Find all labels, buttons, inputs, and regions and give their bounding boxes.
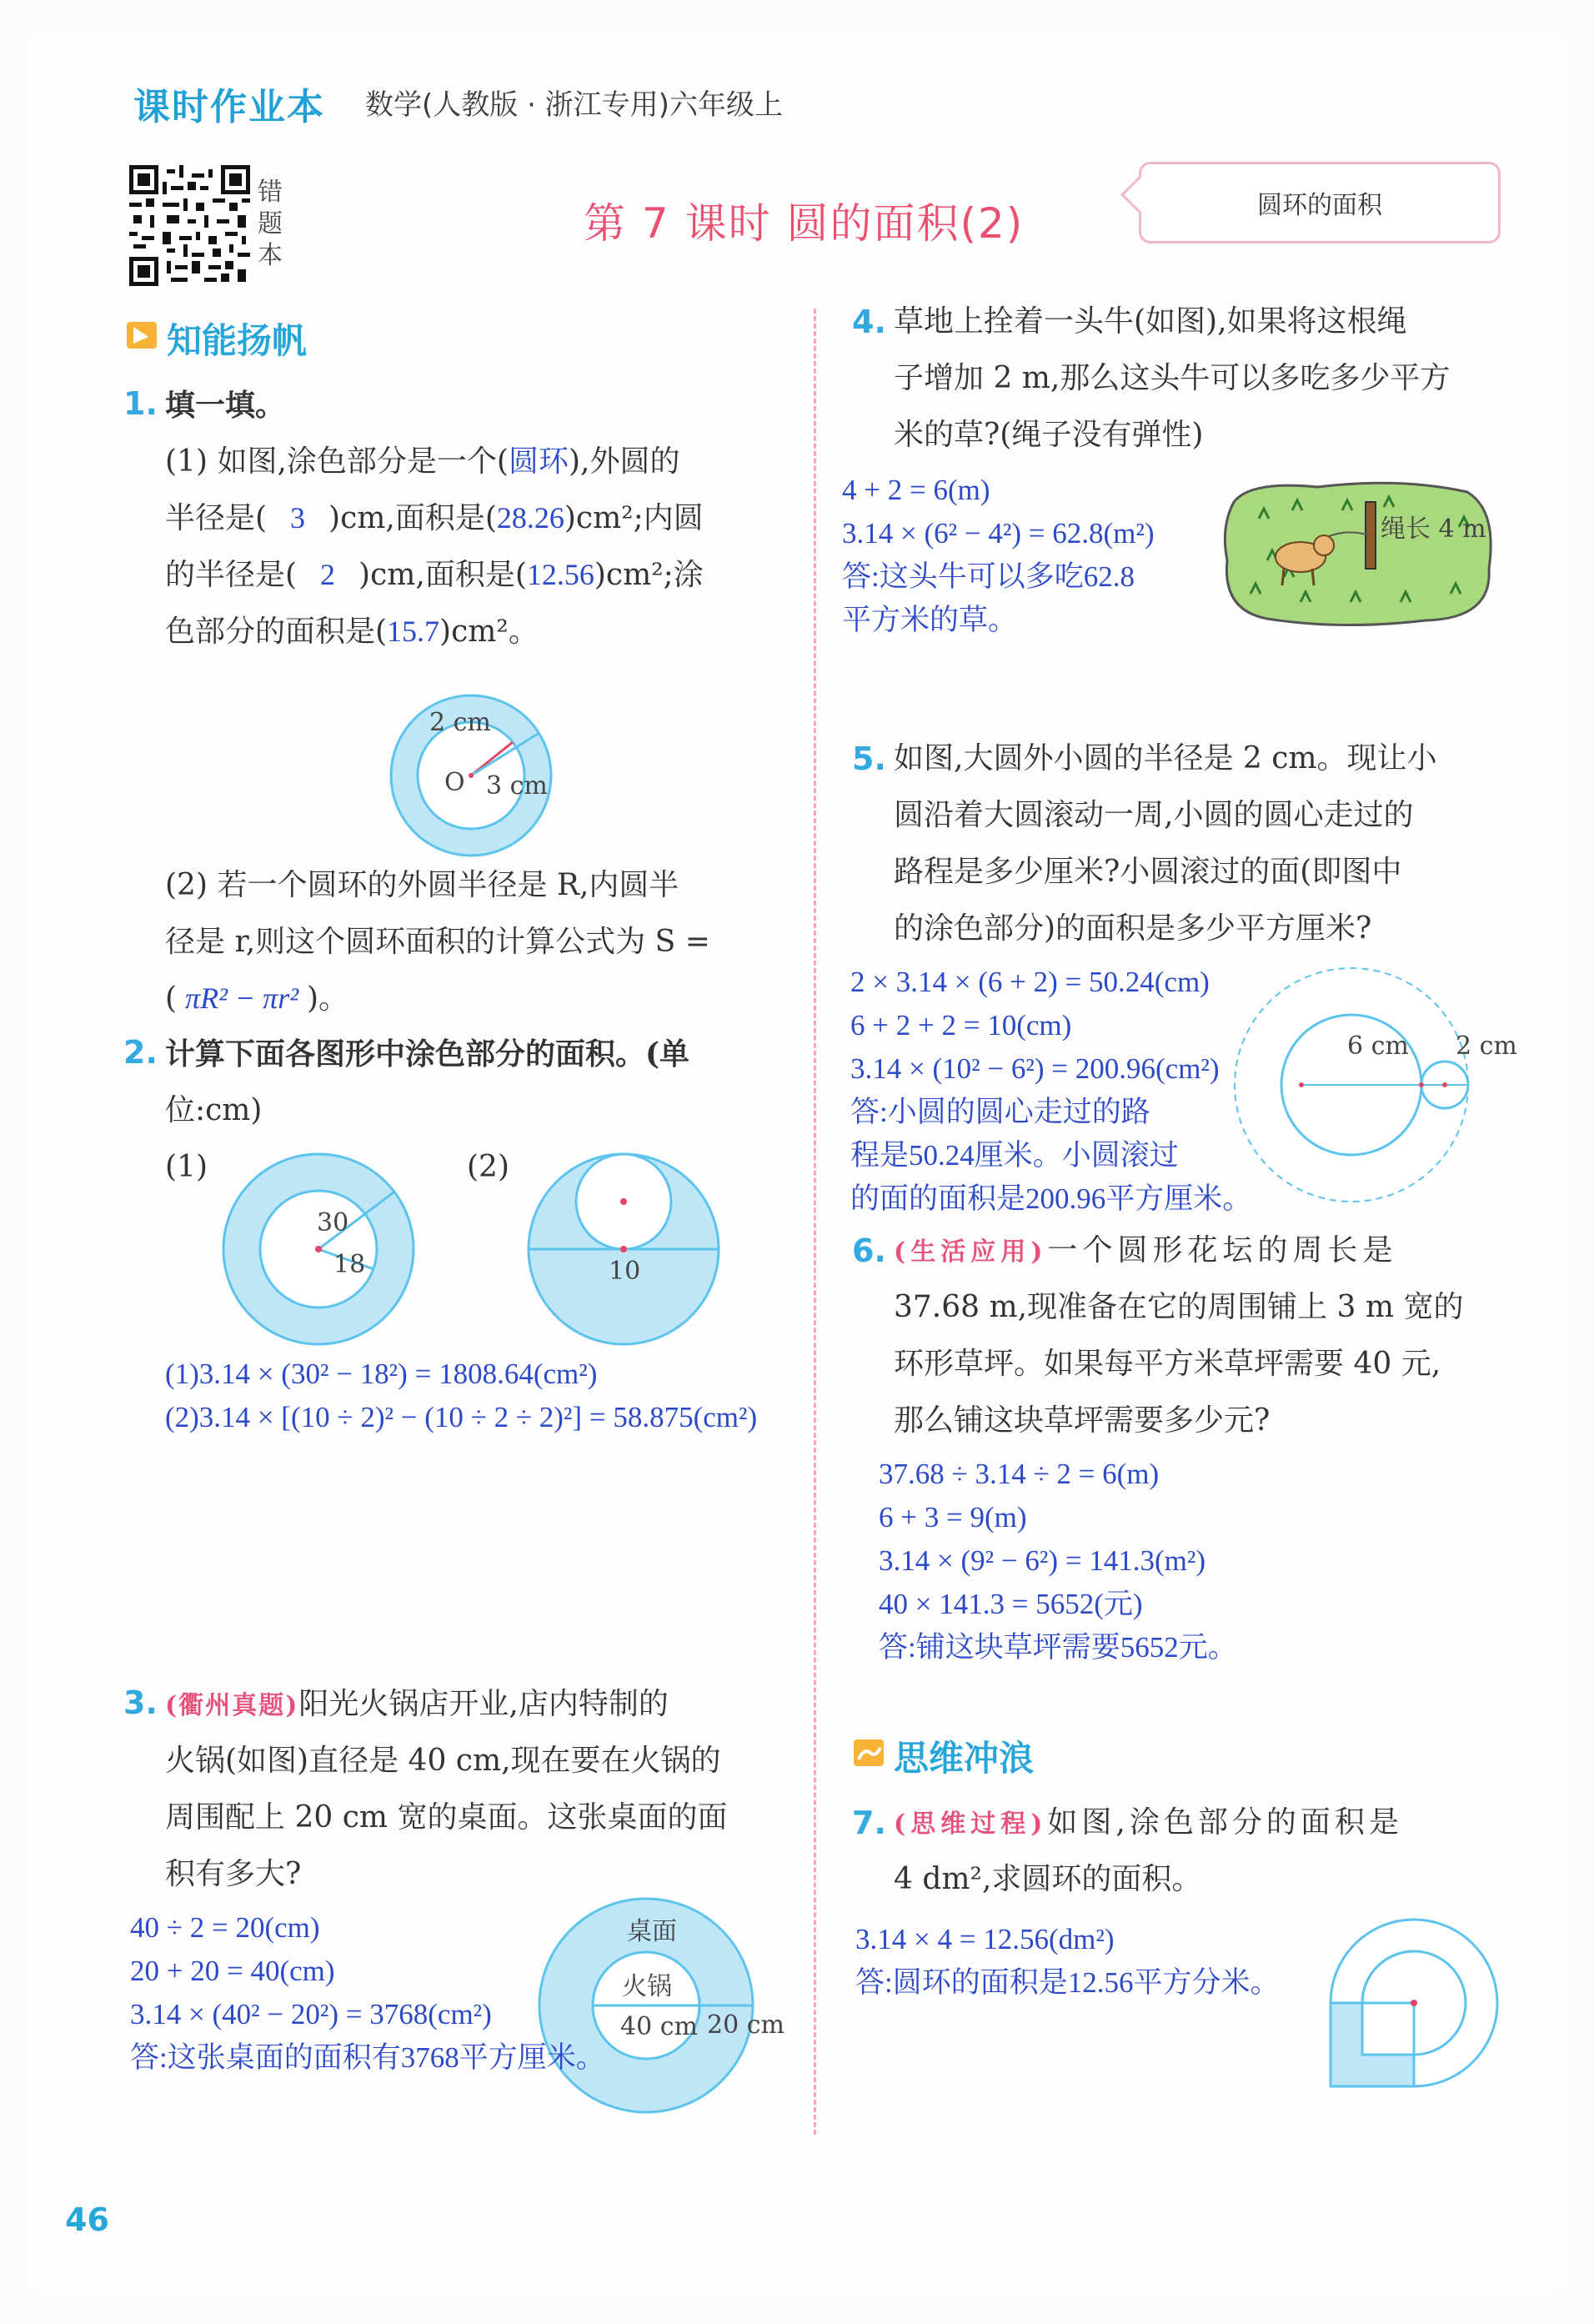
label-outer-radius: 3 cm bbox=[486, 771, 548, 801]
circle-figure-3 bbox=[524, 1149, 724, 1349]
question-6-answer-5: 答:铺这块草坪需要5652元。 bbox=[879, 1631, 1237, 1664]
question-7-line-1: (思维过程)如图,涂色部分的面积是 bbox=[894, 1805, 1403, 1840]
question-3-answer-2: 20 + 20 = 40(cm) bbox=[130, 1955, 335, 1987]
question-4-line-1: 草地上拴着一头牛(如图),如果将这根绳 bbox=[894, 304, 1407, 339]
wrong-question-book-label: 错题本 bbox=[258, 178, 283, 270]
section-title-basic: 知能扬帆 bbox=[167, 320, 308, 361]
label-inner-radius-18: 18 bbox=[333, 1250, 366, 1279]
question-3-line-4: 积有多大? bbox=[165, 1857, 302, 1891]
question-5-answer-5: 程是50.24厘米。小圆滚过 bbox=[850, 1139, 1179, 1172]
hotpot-table-figure bbox=[534, 1893, 784, 2118]
question-4-line-2: 子增加 2 m,那么这头牛可以多吃多少平方 bbox=[894, 361, 1451, 395]
question-1-number: 1. bbox=[123, 385, 158, 422]
question-6-answer-3: 3.14 × (9² − 6²) = 141.3(m²) bbox=[879, 1544, 1206, 1577]
question-6-answer-1: 37.68 ÷ 3.14 ÷ 2 = 6(m) bbox=[879, 1458, 1160, 1490]
section-wave-icon bbox=[852, 1736, 887, 1769]
question-1-part-2-line-3: ( πR² − πr² )。 bbox=[165, 981, 349, 1016]
topic-label: 圆环的面积 bbox=[1257, 191, 1382, 220]
book-subtitle: 数学(人教版 · 浙江专用)六年级上 bbox=[365, 88, 783, 122]
question-2-title-unit: 位:cm) bbox=[165, 1093, 263, 1127]
question-5-answer-3: 3.14 × (10² − 6²) = 200.96(cm²) bbox=[850, 1052, 1220, 1085]
question-3-tag: (衢州真题) bbox=[165, 1691, 299, 1720]
figure-2-tag: (2) bbox=[467, 1150, 509, 1184]
label-table: 桌面 bbox=[627, 1917, 677, 1946]
label-hotpot-diameter: 40 cm bbox=[620, 2012, 698, 2041]
topic-box bbox=[1139, 162, 1501, 243]
question-2-title: 计算下面各图形中涂色部分的面积。(单 bbox=[165, 1037, 690, 1072]
book-brand: 课时作业本 bbox=[133, 86, 325, 128]
ring-with-squares-figure bbox=[1326, 1915, 1506, 2095]
question-4-answer-2: 3.14 × (6² − 4²) = 62.8(m²) bbox=[842, 517, 1155, 550]
question-4-answer-3: 答:这头牛可以多吃62.8 bbox=[842, 560, 1135, 593]
question-1-part-2-line-1: (2) 若一个圆环的外圆半径是 R,内圆半 bbox=[165, 868, 679, 902]
question-7-line-2: 4 dm²,求圆环的面积。 bbox=[894, 1862, 1202, 1896]
question-5-answer-4: 答:小圆的圆心走过的路 bbox=[850, 1096, 1150, 1128]
question-2-number: 2. bbox=[123, 1034, 158, 1071]
question-3-line-3: 周围配上 20 cm 宽的桌面。这张桌面的面 bbox=[165, 1800, 728, 1835]
answer-outer-area: 28.26 bbox=[496, 501, 564, 535]
question-5-line-4: 的涂色部分)的面积是多少平方厘米? bbox=[894, 911, 1372, 946]
label-diameter-10: 10 bbox=[609, 1257, 641, 1286]
question-3-answer-1: 40 ÷ 2 = 20(cm) bbox=[130, 1911, 320, 1944]
question-4-line-3: 米的草?(绳子没有弹性) bbox=[894, 418, 1204, 452]
label-table-width: 20 cm bbox=[707, 2010, 784, 2040]
cow-on-grass-figure bbox=[1217, 477, 1497, 630]
question-4-number: 4. bbox=[852, 304, 886, 340]
lesson-title: 第 7 课时 圆的面积(2) bbox=[584, 199, 1025, 248]
question-6-number: 6. bbox=[852, 1232, 886, 1269]
question-5-line-3: 路程是多少厘米?小圆滚过的面(即图中 bbox=[894, 855, 1402, 889]
question-5-answer-6: 的面的面积是200.96平方厘米。 bbox=[850, 1182, 1252, 1215]
question-6-line-1: (生活应用)一个圆形花坛的周长是 bbox=[894, 1233, 1398, 1267]
label-rope-length: 绳长 4 m bbox=[1381, 514, 1486, 544]
question-7-answer-1: 3.14 × 4 = 12.56(dm²) bbox=[855, 1923, 1115, 1955]
question-6-answer-4: 40 × 141.3 = 5652(元) bbox=[879, 1588, 1143, 1620]
label-small-radius: 2 cm bbox=[1456, 1031, 1517, 1061]
question-5-number: 5. bbox=[852, 740, 886, 777]
answer-inner-radius: 2 bbox=[320, 558, 336, 591]
question-3-line-1: (衢州真题)阳光火锅店开业,店内特制的 bbox=[165, 1687, 669, 1721]
question-1-part-1-line-1: (1) 如图,涂色部分是一个(圆环),外圆的 bbox=[165, 444, 680, 479]
question-2-answer-2: (2)3.14 × [(10 ÷ 2)² − (10 ÷ 2 ÷ 2)²] = 58.875(cm²) bbox=[165, 1401, 758, 1433]
section-title-thinking: 思维冲浪 bbox=[894, 1738, 1035, 1779]
question-6-line-4: 那么铺这块草坪需要多少元? bbox=[894, 1403, 1271, 1438]
label-center: O bbox=[444, 768, 465, 797]
question-4-answer-1: 4 + 2 = 6(m) bbox=[842, 474, 990, 506]
question-1-title: 填一填。 bbox=[165, 388, 286, 423]
question-7-tag: (思维过程) bbox=[894, 1810, 1048, 1839]
question-1-part-1-line-4: 色部分的面积是(15.7)cm²。 bbox=[165, 615, 539, 649]
question-1-part-1-line-3: 的半径是( 2 )cm,面积是(12.56)cm²;涂 bbox=[165, 558, 704, 592]
question-6-line-2: 37.68 m,现准备在它的周围铺上 3 m 宽的 bbox=[894, 1290, 1464, 1324]
question-3-number: 3. bbox=[123, 1684, 158, 1721]
question-6-tag: (生活应用) bbox=[894, 1237, 1048, 1267]
answer-outer-radius: 3 bbox=[290, 501, 306, 535]
rolling-circle-figure bbox=[1231, 964, 1517, 1206]
label-outer-radius-30: 30 bbox=[317, 1208, 349, 1237]
answer-shaded-area: 15.7 bbox=[387, 615, 440, 648]
section-flag-icon bbox=[125, 319, 160, 352]
answer-shape: 圆环 bbox=[508, 444, 569, 478]
question-7-number: 7. bbox=[852, 1804, 886, 1841]
question-3-answer-4: 答:这张桌面的面积有3768平方厘米。 bbox=[130, 2041, 605, 2074]
question-7-answer-2: 答:圆环的面积是12.56平方分米。 bbox=[855, 1966, 1280, 1999]
answer-formula: πR² − πr² bbox=[185, 981, 298, 1015]
question-4-answer-4: 平方米的草。 bbox=[842, 604, 1018, 636]
question-5-answer-1: 2 × 3.14 × (6 + 2) = 50.24(cm) bbox=[850, 966, 1210, 998]
label-big-radius: 6 cm bbox=[1347, 1031, 1409, 1061]
column-divider bbox=[814, 309, 816, 2135]
question-2-answer-1: (1)3.14 × (30² − 18²) = 1808.64(cm²) bbox=[165, 1358, 598, 1390]
label-hotpot: 火锅 bbox=[622, 1972, 672, 2001]
question-1-part-2-line-2: 径是 r,则这个圆环面积的计算公式为 S = bbox=[165, 925, 710, 959]
question-3-line-2: 火锅(如图)直径是 40 cm,现在要在火锅的 bbox=[165, 1744, 721, 1778]
question-3-answer-3: 3.14 × (40² − 20²) = 3768(cm²) bbox=[130, 1998, 492, 2030]
qr-code-icon[interactable] bbox=[129, 165, 250, 286]
label-inner-radius: 2 cm bbox=[429, 708, 491, 737]
ring-figure-1 bbox=[379, 684, 563, 867]
question-5-answer-2: 6 + 2 + 2 = 10(cm) bbox=[850, 1009, 1072, 1042]
answer-inner-area: 12.56 bbox=[526, 558, 594, 591]
question-1-part-1-line-2: 半径是( 3 )cm,面积是(28.26)cm²;内圆 bbox=[165, 501, 704, 535]
ring-figure-2 bbox=[218, 1149, 419, 1349]
question-6-line-3: 环形草坪。如果每平方米草坪需要 40 元, bbox=[894, 1347, 1441, 1381]
figure-1-tag: (1) bbox=[165, 1150, 208, 1184]
question-5-line-1: 如图,大圆外小圆的半径是 2 cm。现让小 bbox=[894, 741, 1437, 776]
question-6-answer-2: 6 + 3 = 9(m) bbox=[879, 1501, 1027, 1533]
question-5-line-2: 圆沿着大圆滚动一周,小圆的圆心走过的 bbox=[894, 798, 1414, 832]
page-number: 46 bbox=[65, 2201, 109, 2238]
